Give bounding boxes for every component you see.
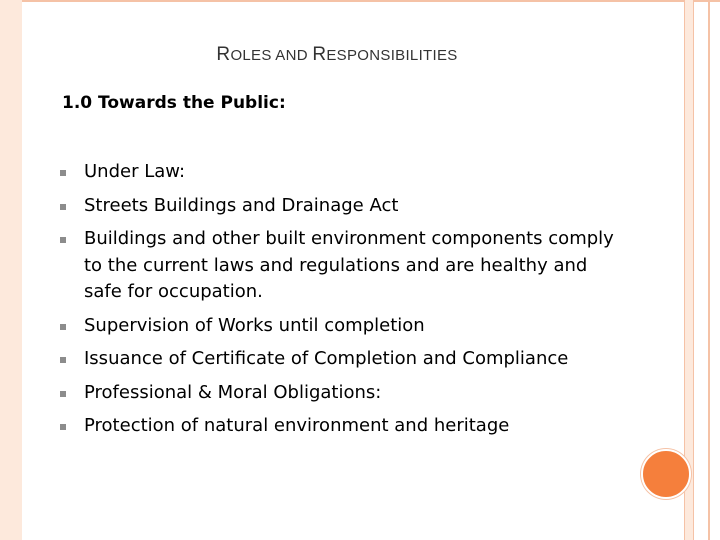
- bullet-item-issuance: [60, 346, 620, 373]
- bullet-text: Under Law:: [84, 161, 186, 182]
- slide-title: [0, 44, 674, 66]
- bullet-item-buildings-comply: [60, 226, 620, 306]
- frame-right-line: [708, 0, 710, 540]
- bullet-text: Supervision of Works until completion: [84, 314, 425, 336]
- bullet-text: Streets Buildings and Drainage Act: [84, 194, 399, 216]
- bullet-text: Protection of natural environment and heritage: [84, 415, 510, 436]
- title-initial-r1: R: [216, 44, 231, 65]
- decorative-circle: [641, 449, 691, 499]
- bullet-text: Professional & Moral Obligations:: [84, 381, 382, 403]
- section-heading: 1.0 Towards the Public:: [62, 93, 286, 113]
- square-bullet-icon: [60, 391, 66, 397]
- bullet-item-protection: [60, 413, 620, 440]
- frame-left-band: [0, 0, 22, 540]
- bullet-item-streets-act: [60, 193, 620, 220]
- square-bullet-icon: [60, 237, 66, 243]
- square-bullet-icon: [60, 170, 66, 176]
- bullet-item-professional: [60, 380, 620, 407]
- frame-top-border: [0, 0, 720, 2]
- bullet-list: [60, 159, 620, 447]
- square-bullet-icon: [60, 357, 66, 363]
- title-part-oles: OLES AND: [230, 47, 313, 64]
- title-part-esponsibilities: ESPONSIBILITIES: [326, 47, 458, 64]
- square-bullet-icon: [60, 204, 66, 210]
- title-initial-r2: R: [312, 44, 327, 65]
- bullet-text: Issuance of Certificate of Completion and Compliance: [84, 348, 569, 369]
- bullet-item-supervision: [60, 313, 620, 340]
- square-bullet-icon: [60, 424, 66, 430]
- bullet-item-under-law: [60, 159, 620, 186]
- square-bullet-icon: [60, 324, 66, 330]
- bullet-text: Buildings and other built environment components comply to the current laws and regulations and are healthy and safe for occupation.: [84, 228, 614, 302]
